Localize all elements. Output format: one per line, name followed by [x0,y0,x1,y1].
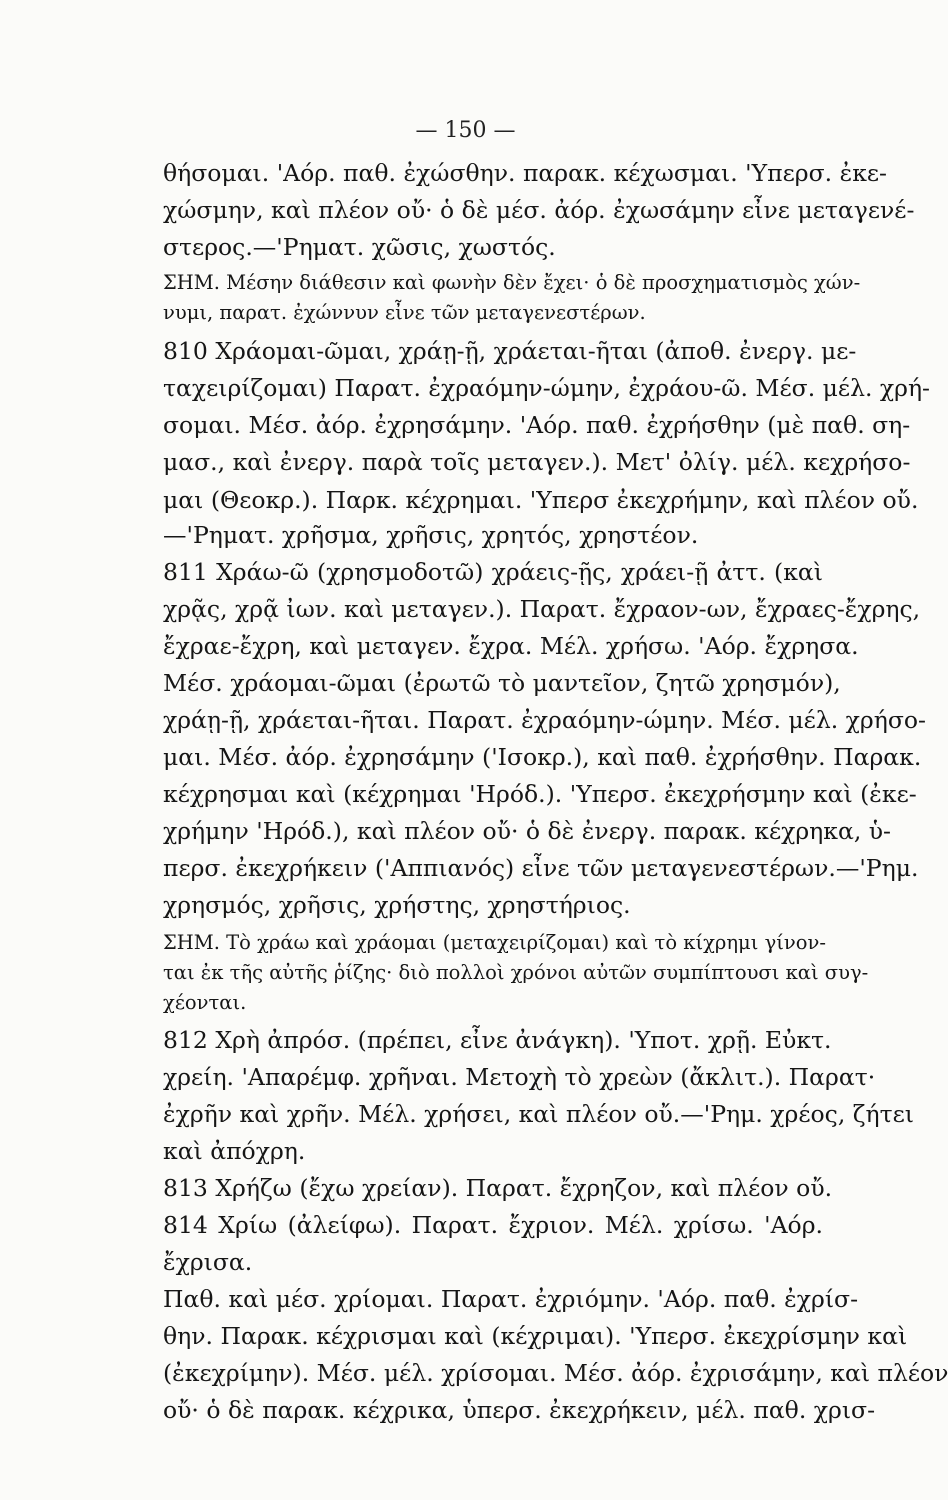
text-line: ἔχραε-ἔχρη, καὶ μεταγεν. ἔχρα. Μέλ. χρήσω. 'Αόρ. ἔχρησα. [163,632,859,660]
text-line: Μέσ. χράομαι-ῶμαι (ἐρωτῶ τὸ μαντεῖον, ζητῶ χρησμόν), [163,669,841,697]
text-line: μασ., καὶ ἐνεργ. παρὰ τοῖς μεταγεν.). Μετ' ὀλίγ. μέλ. κεχρήσο- [163,448,911,476]
text-line: σομαι. Μέσ. ἀόρ. ἐχρησάμην. 'Αόρ. παθ. ἐχρήσθην (μὲ παθ. ση- [163,411,911,439]
text-line: χρήμην 'Ηρόδ.), καὶ πλέον οὔ· ὁ δὲ ἐνεργ. παρακ. κέχρηκα, ὑ- [163,817,891,845]
text-line: 813 Χρήζω (ἔχω χρείαν). Παρατ. ἔχρηζον, καὶ πλέον οὔ. [163,1174,833,1202]
text-line: οὔ· ὁ δὲ παρακ. κέχρικα, ὑπερσ. ἐκεχρήκειν, μέλ. παθ. χρισ- [163,1396,876,1424]
text-line: μαι. Μέσ. ἀόρ. ἐχρησάμην ('Ισοκρ.), καὶ παθ. ἐχρήσθην. Παρακ. [163,743,922,771]
text-line: ἔχρισα. [163,1248,253,1276]
text-line: κέχρησμαι καὶ (κέχρημαι 'Ηρόδ.). 'Υπερσ. ἐκεχρήσμην καὶ (ἐκε- [163,780,917,808]
text-line: Παθ. καὶ μέσ. χρίομαι. Παρατ. ἐχριόμην. 'Αόρ. παθ. ἐχρίσ- [163,1285,859,1313]
text-line: στερος.—'Ρηματ. χῶσις, χωστός. [163,233,556,261]
text-line: 814 Χρίω (ἀλείφω). Παρατ. ἔχριον. Μέλ. χρίσω. 'Αόρ. [163,1211,823,1239]
page-number: — 150 — [415,118,516,143]
text-line: ἐχρῆν καὶ χρῆν. Μέλ. χρήσει, καὶ πλέον οὔ.—'Ρημ. χρέος, ζήτει [163,1100,914,1128]
text-line: χρᾷς, χρᾷ ἰων. καὶ μεταγεν.). Παρατ. ἔχραον-ων, ἔχραες-ἔχρης, [163,595,921,623]
text-line: —'Ρηματ. χρῆσμα, χρῆσις, χρητός, χρηστέον. [163,521,699,549]
text-line: χρησμός, χρῆσις, χρήστης, χρηστήριος. [163,891,631,919]
text-line: θην. Παρακ. κέχρισμαι καὶ (κέχριμαι). 'Υπερσ. ἐκεχρίσμην καὶ [163,1322,908,1350]
text-line: θήσομαι. 'Αόρ. παθ. ἐχώσθην. παρακ. κέχωσμαι. 'Υπερσ. ἐκε- [163,159,887,187]
text-line: χώσμην, καὶ πλέον οὔ· ὁ δὲ μέσ. ἀόρ. ἐχωσάμην εἶνε μεταγενέ- [163,196,915,224]
text-line: ταχειρίζομαι) Παρατ. ἐχραόμην-ώμην, ἐχράου-ῶ. Μέσ. μέλ. χρή- [163,374,930,402]
text-line: 811 Χράω-ῶ (χρησμοδοτῶ) χράεις-ῇς, χράει-ῇ ἀττ. (καὶ [163,558,823,586]
text-line: ΣΗΜ. Τὸ χράω καὶ χράομαι (μεταχειρίζομαι) καὶ τὸ κίχρημι γίνον- [163,931,826,954]
text-line: νυμι, παρατ. ἐχώννυν εἶνε τῶν μεταγενεστέρων. [163,301,646,324]
text-line: (ἐκεχρίμην). Μέσ. μέλ. χρίσομαι. Μέσ. ἀόρ. ἐχρισάμην, καὶ πλέον [163,1359,948,1387]
text-line: 810 Χράομαι-ῶμαι, χράῃ-ῇ, χράεται-ῆται (ἀποθ. ἐνεργ. με- [163,337,857,365]
text-line: χέονται. [163,991,247,1014]
text-line: χράῃ-ῇ, χράεται-ῆται. Παρατ. ἐχραόμην-ώμην. Μέσ. μέλ. χρήσο- [163,706,926,734]
text-line: ται ἐκ τῆς αὐτῆς ῥίζης· διὸ πολλοὶ χρόνοι αὐτῶν συμπίπτουσι καὶ συγ- [163,961,869,984]
text-line: χρείη. 'Απαρέμφ. χρῆναι. Μετοχὴ τὸ χρεὼν (ἄκλιτ.). Παρατ· [163,1063,876,1091]
text-line: μαι (Θεοκρ.). Παρκ. κέχρημαι. 'Υπερσ ἐκεχρήμην, καὶ πλέον οὔ. [163,486,919,514]
text-line: 812 Χρὴ ἀπρόσ. (πρέπει, εἶνε ἀνάγκη). 'Υποτ. χρῇ. Εὐκτ. [163,1026,832,1054]
text-line: περσ. ἐκεχρήκειν ('Αππιανός) εἶνε τῶν μεταγενεστέρων.—'Ρημ. [163,854,919,882]
text-line: ΣΗΜ. Μέσην διάθεσιν καὶ φωνὴν δὲν ἔχει· ὁ δὲ προσχηματισμὸς χών- [163,271,861,294]
text-line: καὶ ἀπόχρη. [163,1137,306,1165]
